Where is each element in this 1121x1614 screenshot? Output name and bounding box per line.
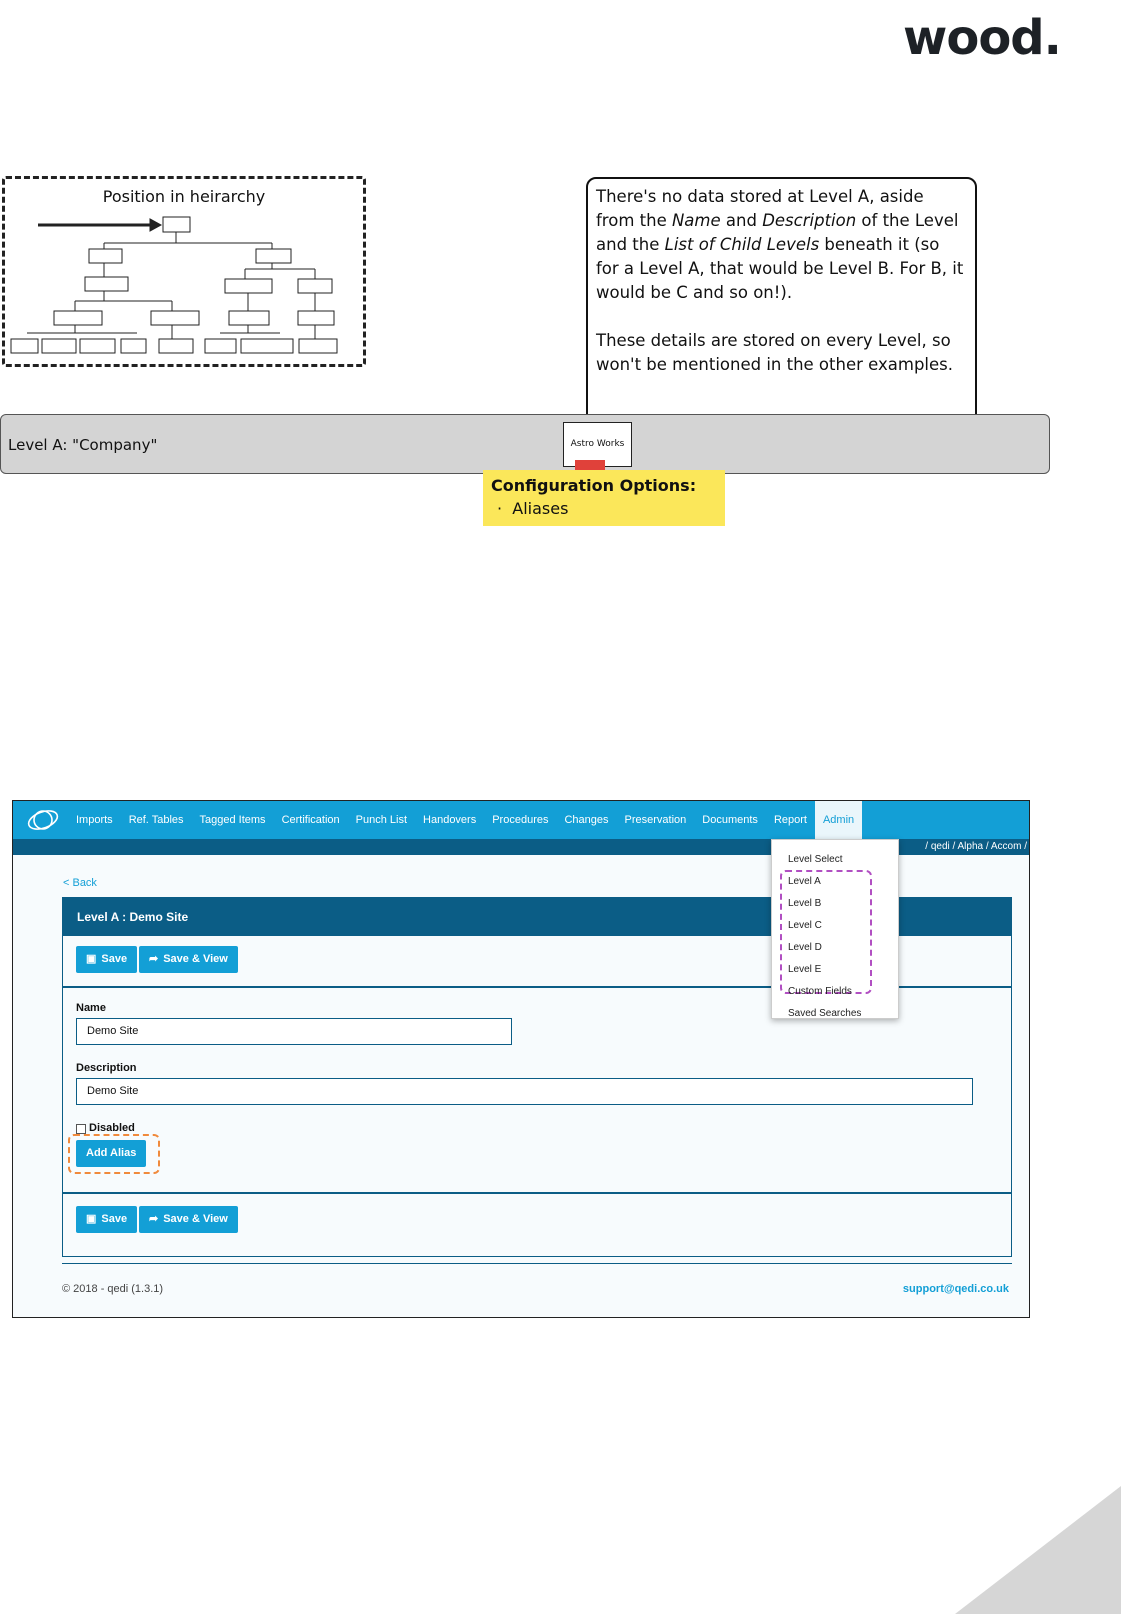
- qedi-logo-icon: [25, 808, 61, 832]
- admin-dropdown-menu: [771, 839, 899, 1019]
- nav-handovers[interactable]: Handovers: [423, 814, 477, 826]
- support-email-link[interactable]: support@qedi.co.uk: [902, 1283, 1009, 1295]
- share-icon: ➦: [149, 953, 159, 965]
- levels-highlight: [780, 870, 872, 994]
- save-view-label: Save & View: [163, 953, 228, 965]
- nav-preservation[interactable]: Preservation: [624, 814, 687, 826]
- hierarchy-diagram: [2, 176, 366, 367]
- menu-item-level-a[interactable]: Level A: [788, 876, 821, 887]
- configuration-sticky-note: [483, 470, 725, 526]
- menu-item-level-b[interactable]: Level B: [788, 898, 822, 909]
- add-alias-button[interactable]: Add Alias: [76, 1140, 146, 1167]
- nav-imports[interactable]: Imports: [76, 814, 113, 826]
- floppy-icon: ▣: [86, 1213, 97, 1225]
- nav-admin[interactable]: Admin: [815, 801, 862, 839]
- description-label: Description: [76, 1062, 137, 1074]
- disabled-checkbox[interactable]: [76, 1124, 86, 1134]
- menu-item-custom-fields[interactable]: Custom Fields: [788, 986, 852, 997]
- nav-punch-list[interactable]: Punch List: [355, 814, 408, 826]
- callout-text: beneath it (so for a Level A, that would be Level B. For B, it would be C and so on!).: [596, 235, 964, 302]
- hierarchy-tree: [5, 179, 369, 370]
- menu-item-level-e[interactable]: Level E: [788, 964, 822, 975]
- menu-item-level-d[interactable]: Level D: [788, 942, 822, 953]
- sticky-item: · Aliases: [497, 499, 569, 518]
- callout-description-term: Description: [762, 211, 857, 230]
- save-button-bottom[interactable]: [76, 1206, 137, 1233]
- name-input[interactable]: Demo Site: [76, 1018, 512, 1045]
- nav-report[interactable]: Report: [773, 814, 807, 826]
- callout-text: There's no data stored at Level A, aside from the: [596, 187, 924, 230]
- wood-logo: wood.: [903, 10, 1061, 66]
- divider: [63, 1192, 1011, 1194]
- callout-text: of the Level and the: [596, 211, 959, 254]
- level-a-label: Level A: "Company": [8, 436, 158, 454]
- callout-paragraph-1: [596, 185, 967, 305]
- save-view-button-bottom[interactable]: [139, 1206, 238, 1233]
- save-label: Save: [101, 953, 128, 965]
- menu-item-level-select[interactable]: Level Select: [788, 854, 843, 865]
- save-view-button-top[interactable]: [139, 946, 238, 973]
- menu-item-level-c[interactable]: Level C: [788, 920, 822, 931]
- footer-copyright: © 2018 - qedi (1.3.1): [62, 1283, 164, 1295]
- top-nav: [13, 801, 1029, 839]
- callout-name-term: Name: [671, 211, 721, 230]
- share-icon: ➦: [149, 1213, 159, 1225]
- save-view-label: Save & View: [163, 1213, 228, 1225]
- nav-items: [68, 801, 862, 839]
- nav-tagged-items[interactable]: Tagged Items: [199, 814, 266, 826]
- nav-ref-tables[interactable]: Ref. Tables: [128, 814, 184, 826]
- back-link[interactable]: < Back: [63, 877, 97, 889]
- sticky-item-label: Aliases: [512, 499, 569, 518]
- footer-divider: [62, 1263, 1012, 1264]
- sticky-title: Configuration Options:: [491, 476, 697, 495]
- panel-title: Level A : Demo Site: [63, 898, 1011, 936]
- floppy-icon: ▣: [86, 953, 97, 965]
- disabled-label: Disabled: [89, 1122, 135, 1134]
- breadcrumb[interactable]: / qedi / Alpha / Accom /: [925, 841, 1027, 852]
- save-label: Save: [101, 1213, 128, 1225]
- callout-paragraph-2: These details are stored on every Level, so won't be mentioned in the other examples.: [596, 331, 953, 374]
- save-button-top[interactable]: [76, 946, 137, 973]
- level-a-band: [0, 414, 1050, 474]
- nav-procedures[interactable]: Procedures: [492, 814, 549, 826]
- callout-text: and: [720, 211, 763, 230]
- description-input[interactable]: Demo Site: [76, 1078, 973, 1105]
- callout-list-term: List of Child Levels: [664, 235, 820, 254]
- nav-changes[interactable]: Changes: [564, 814, 609, 826]
- info-callout: [586, 177, 977, 427]
- nav-documents[interactable]: Documents: [702, 814, 758, 826]
- app-screenshot: [12, 800, 1030, 1318]
- nav-certification[interactable]: Certification: [281, 814, 340, 826]
- astro-works-card: Astro Works: [563, 422, 632, 467]
- name-label: Name: [76, 1002, 106, 1014]
- menu-item-saved-searches[interactable]: Saved Searches: [788, 1008, 862, 1019]
- hierarchy-title: Position in heirarchy: [102, 187, 266, 206]
